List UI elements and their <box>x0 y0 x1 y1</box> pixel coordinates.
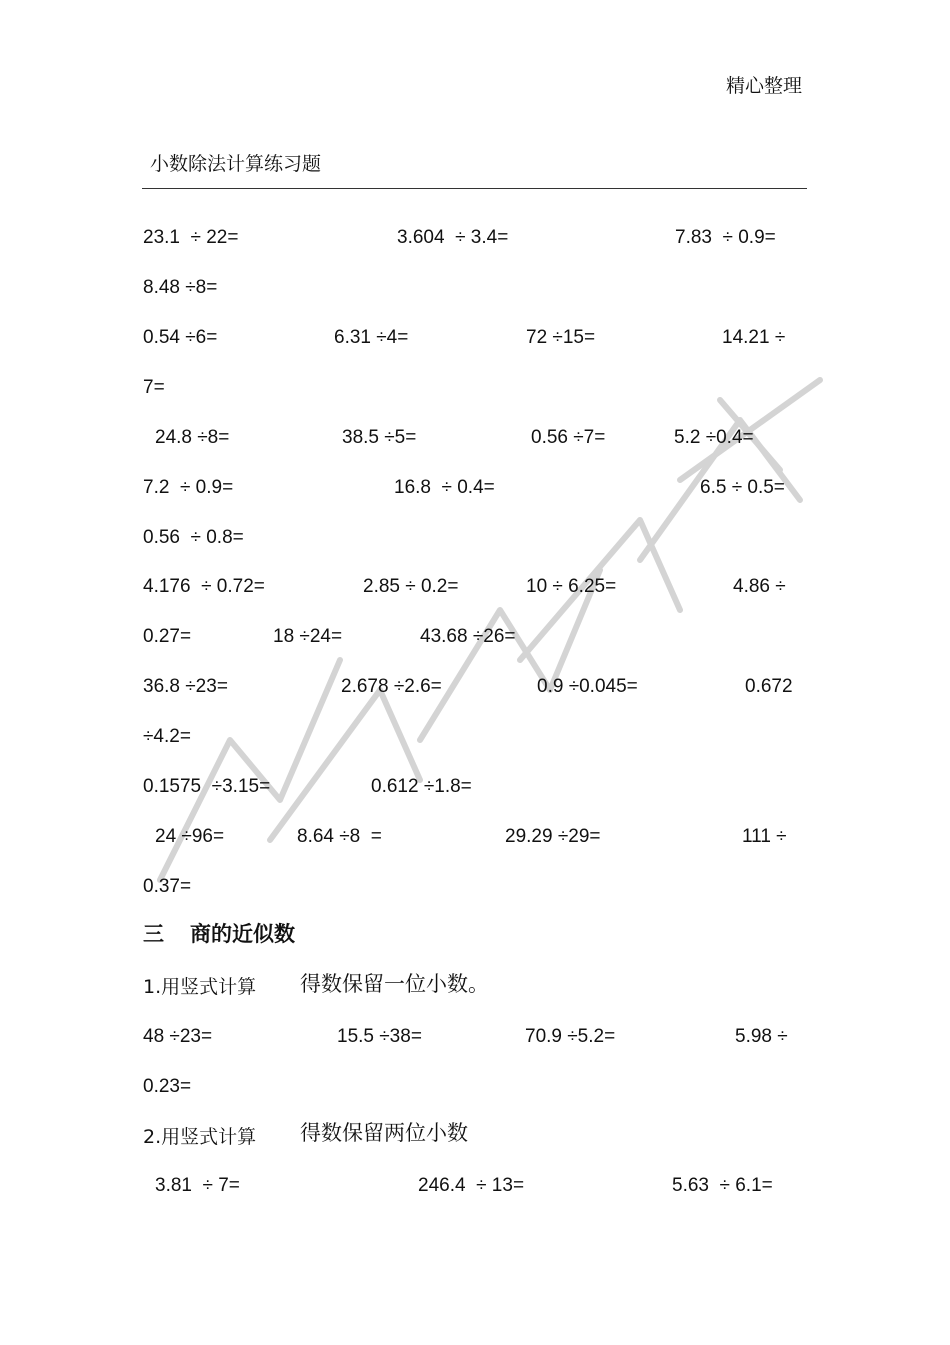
problem-item: 0.27= <box>143 626 192 647</box>
problem-item: 5.2 ÷0.4= <box>674 427 754 448</box>
problem-item: 0.672 <box>745 676 793 697</box>
problem-item: 8.48 ÷8= <box>143 277 218 298</box>
problem-item: 0.1575 ÷3.15= <box>143 776 271 797</box>
problem-item: 7= <box>143 377 165 398</box>
page-header-label: 精心整理 <box>725 75 802 97</box>
problem-item: 5.63 ÷ 6.1= <box>672 1175 773 1196</box>
task-label: 2.用竖式计算 <box>143 1126 257 1148</box>
problem-item: 7.2 ÷ 0.9= <box>143 477 234 498</box>
problem-item: 29.29 ÷29= <box>505 826 601 847</box>
problem-item: 24 ÷96= <box>155 826 225 847</box>
problem-item: 72 ÷15= <box>526 327 596 348</box>
section-number: 三 <box>143 922 164 946</box>
problem-item: 16.8 ÷ 0.4= <box>394 477 495 498</box>
problem-item: 0.9 ÷0.045= <box>537 676 638 697</box>
problem-item: 0.56 ÷7= <box>531 427 606 448</box>
task-label: 1.用竖式计算 <box>143 976 257 998</box>
task-instruction: 得数保留两位小数 <box>300 1121 468 1145</box>
problem-item: 7.83 ÷ 0.9= <box>675 227 776 248</box>
problem-item: 8.64 ÷8 = <box>297 826 382 847</box>
problem-item: 70.9 ÷5.2= <box>525 1026 616 1047</box>
problem-item: 6.31 ÷4= <box>334 327 409 348</box>
problem-item: 246.4 ÷ 13= <box>418 1175 525 1196</box>
problem-item: 111 ÷ <box>742 826 787 847</box>
problem-item: 4.176 ÷ 0.72= <box>143 576 265 597</box>
problem-item: 38.5 ÷5= <box>342 427 417 448</box>
task-instruction: 得数保留一位小数。 <box>300 972 489 996</box>
problem-item: 6.5 ÷ 0.5= <box>700 477 785 498</box>
problem-item: 10 ÷ 6.25= <box>526 576 617 597</box>
problem-item: 24.8 ÷8= <box>155 427 230 448</box>
problem-item: 5.98 ÷ <box>735 1026 788 1047</box>
problem-item: 15.5 ÷38= <box>337 1026 422 1047</box>
problem-item: 3.81 ÷ 7= <box>155 1175 240 1196</box>
problem-item: 23.1 ÷ 22= <box>143 227 239 248</box>
problem-item: 2.678 ÷2.6= <box>341 676 442 697</box>
page-title: 小数除法计算练习题 <box>150 153 322 175</box>
problem-item: 0.54 ÷6= <box>143 327 218 348</box>
problem-item: 4.86 ÷ <box>733 576 786 597</box>
problem-item: 43.68 ÷26= <box>420 626 516 647</box>
problem-item: 48 ÷23= <box>143 1026 213 1047</box>
problem-item: 2.85 ÷ 0.2= <box>363 576 459 597</box>
section-title: 商的近似数 <box>190 922 295 946</box>
problem-item: 0.56 ÷ 0.8= <box>143 527 244 548</box>
problem-item: 3.604 ÷ 3.4= <box>397 227 509 248</box>
problem-item: 18 ÷24= <box>273 626 343 647</box>
problem-item: ÷4.2= <box>143 726 191 747</box>
problem-item: 0.612 ÷1.8= <box>371 776 472 797</box>
problem-item: 14.21 ÷ <box>722 327 786 348</box>
title-divider <box>142 188 807 189</box>
problem-item: 0.37= <box>143 876 192 897</box>
problem-item: 0.23= <box>143 1076 192 1097</box>
problem-item: 36.8 ÷23= <box>143 676 228 697</box>
